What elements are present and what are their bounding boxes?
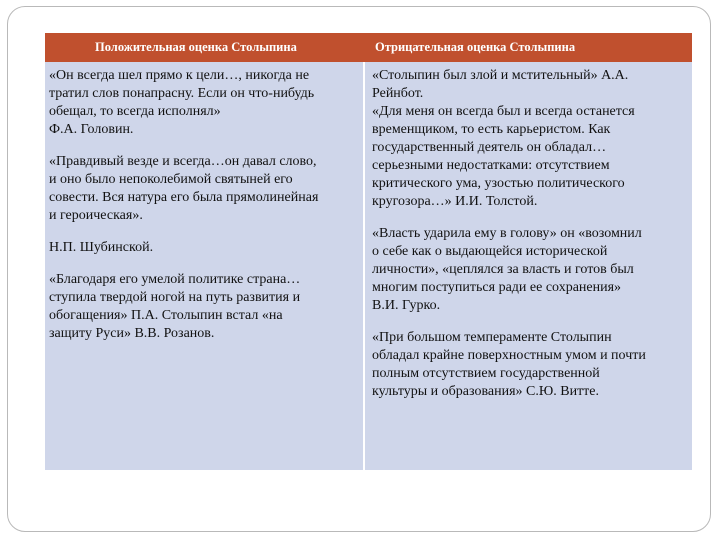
header-positive: Положительная оценка Столыпина: [95, 40, 297, 54]
negative-column: [372, 67, 690, 415]
positive-quote-2: «Правдивый везде и всегда…он давал слово, и оно было непоколебимой святыней его совести. Вся натура его была прямолинейная и героическая».: [49, 154, 319, 223]
negative-quote-2: «Власть ударила ему в голову» он «возомнил о себе как о выдающейся исторической личности», «цеплялся за власть и готов был многим поступиться ради ее сохранения» В.И. Гурко.: [372, 226, 642, 313]
positive-author: Н.П. Шубинской.: [49, 240, 154, 255]
header-negative: Отрицательная оценка Столыпина: [375, 40, 576, 54]
positive-quote-1: «Он всегда шел прямо к цели…, никогда не тратил слов понапрасну. Если он что-нибудь обещал, то всегда исполнял» Ф.А. Головин.: [49, 68, 315, 137]
column-divider: [363, 62, 365, 470]
positive-quote-3: «Благодаря его умелой политике страна… ступила твердой ногой на путь развития и обогащения» П.А. Столыпин встал «на защиту Руси» В.В. Розанов.: [49, 272, 301, 341]
negative-quote-3: «При большом темпераменте Столыпин обладал крайне поверхностным умом и почти полным отсутствием государственной культуры и образования» С.Ю. Витте.: [372, 330, 646, 399]
table-header: [45, 33, 692, 62]
negative-quote-1: «Столыпин был злой и мстительный» А.А. Рейнбот. «Для меня он всегда был и всегда останется временщиком, то есть карьеристом. Как государственный деятель он обладал… серьезными недостатками: отсутствием критического ума, узостью политического кругозора…» И.И. Толстой.: [372, 68, 635, 209]
comparison-table: [45, 33, 692, 470]
positive-column: [49, 67, 359, 357]
